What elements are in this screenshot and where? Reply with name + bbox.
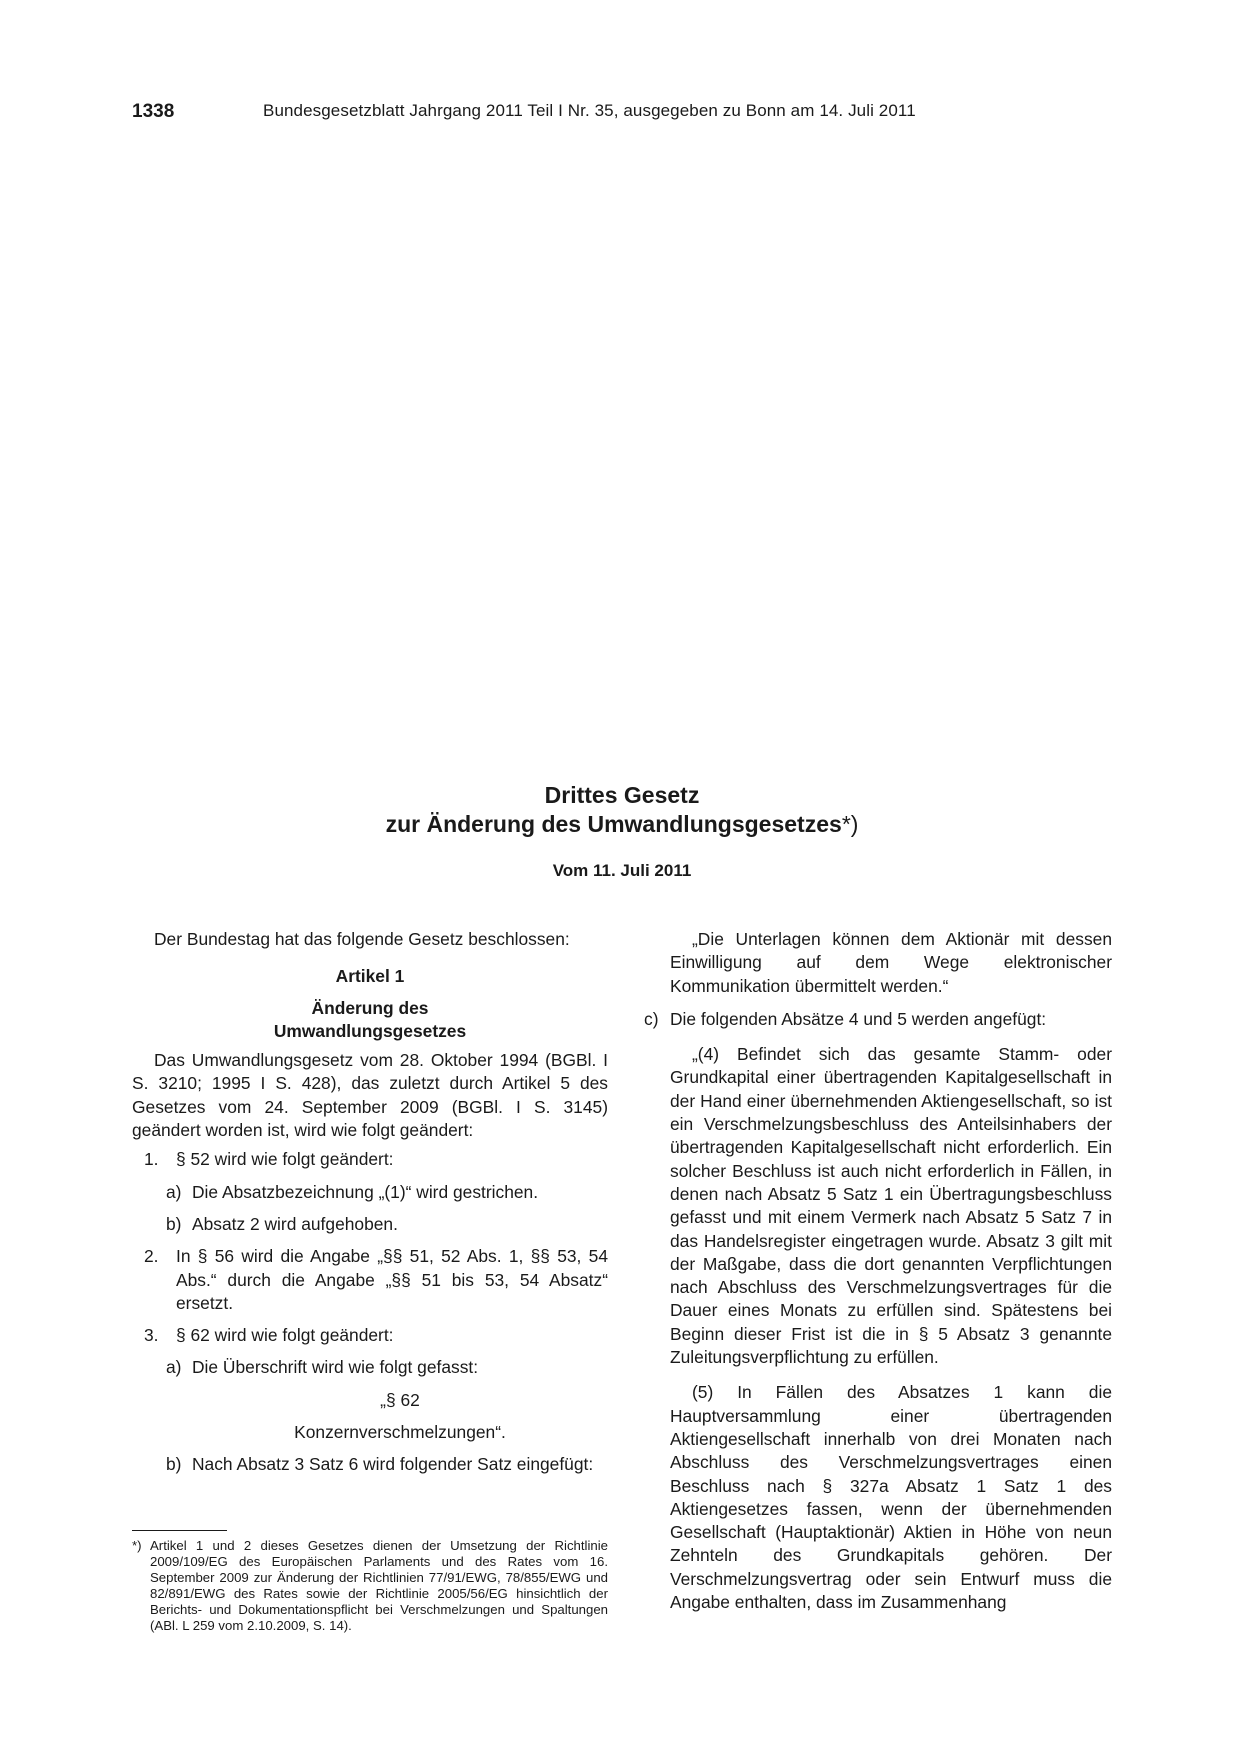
list-item-2-text: In § 56 wird die Angabe „§§ 51, 52 Abs. 1, §§ 53, 54 Abs.“ durch die Angabe „§§ 51 bis 53, 54 Absatz“ ersetzt. [176, 1246, 608, 1313]
running-header: Bundesgesetzblatt Jahrgang 2011 Teil I Nr. 35, ausgegeben zu Bonn am 14. Juli 2011 [263, 101, 916, 120]
paragraph-5: (5) In Fällen des Absatzes 1 kann die Hauptversammlung einer übertragenden Aktiengesellschaft innerhalb von drei Monaten nach Abschluss des Verschmelzungsvertrages einen Beschluss nach § 327a Absatz 1 Satz 1 des Aktiengesetzes fassen, wenn der übernehmenden Gesellschaft (Hauptaktionär) Aktien in Höhe von neun Zehnteln des Grundkapitals gehören. Der Verschmelzungsvertrag oder sein Entwurf muss die Angabe enthalten, dass im Zusammenhang [670, 1382, 1112, 1613]
footnote-marker: *) [132, 1538, 142, 1553]
list-item-3c-text: Die folgenden Absätze 4 und 5 werden angefügt: [670, 1008, 1047, 1029]
list-item-1a-letter: a) [166, 1181, 182, 1202]
article-subheading-2: Umwandlungsgesetzes [273, 1020, 467, 1041]
title-line-2-text: zur Änderung des Umwandlungsgesetzes [385, 811, 842, 837]
law-title [132, 781, 1112, 839]
paragraph-4: „(4) Befindet sich das gesamte Stamm- oder Grundkapital einer übertragenden Kapitalgesellschaft in der Hand einer übernehmenden Aktiengesellschaft, so ist ein Verschmelzungsbeschluss des Anteilsinhabers der übertragenden Kapitalgesellschaft nicht erforderlich. Ein solcher Beschluss ist auch nicht erforderlich in Fällen, in denen nach Absatz 5 Satz 1 ein Übertragungsbeschluss gefasst und mit einem Vermerk nach Absatz 5 Satz 7 in das Handelsregister eingetragen wurde. Absatz 3 gilt mit der Maßgabe, dass die dort genannten Verpflichtungen nach Abschluss des Verschmelzungsvertrages für die Dauer eines Monats zu erfüllen sind. Spätestens bei Beginn dieser Frist ist die in § 5 Absatz 3 genannte Zuleitungsverpflichtung zu erfüllen. [670, 1044, 1112, 1368]
footnote-divider [132, 1530, 227, 1531]
page-number: 1338 [132, 101, 175, 122]
quoted-heading-number: „§ 62 [380, 1389, 420, 1410]
list-item-3a-text: Die Überschrift wird wie folgt gefasst: [192, 1357, 479, 1378]
law-date: Vom 11. Juli 2011 [552, 861, 692, 880]
list-item-1b-text: Absatz 2 wird aufgehoben. [192, 1213, 398, 1234]
list-item-3-number: 3. [144, 1325, 159, 1346]
list-item-3a [132, 1356, 608, 1379]
footnote-text: Artikel 1 und 2 dieses Gesetzes dienen der Umsetzung der Richtlinie 2009/109/EG des Europäischen Parlaments und des Rates vom 16. September 2009 zur Änderung der Richtlinien 77/91/EWG, 78/855/EWG und 82/891/EWG des Rates sowie der Richtlinie 2005/56/EG hinsichtlich der Berichts- und Dokumentationspflicht bei Verschmelzungen und Spaltungen (ABl. L 259 vom 2.10.2009, S. 14). [150, 1538, 608, 1633]
list-item-3b [132, 1453, 608, 1476]
quoted-heading-title: Konzernverschmelzungen“. [294, 1422, 506, 1443]
intro-paragraph: Der Bundestag hat das folgende Gesetz beschlossen: [154, 929, 570, 949]
article-heading: Artikel 1 [335, 966, 405, 987]
list-item-3 [132, 1324, 608, 1347]
list-item-3-text: § 62 wird wie folgt geändert: [176, 1325, 394, 1346]
page-header [132, 101, 1112, 127]
list-item-3c [644, 1008, 1112, 1031]
list-item-1a [132, 1181, 608, 1204]
list-item-1-text: § 52 wird wie folgt geändert: [176, 1149, 394, 1170]
title-line-2 [132, 810, 1112, 839]
inserted-sentence-quote: „Die Unterlagen können dem Aktionär mit dessen Einwilligung auf dem Wege elektronischer Kommunikation übermittelt werden.“ [670, 929, 1112, 996]
list-item-3c-letter: c) [644, 1008, 659, 1029]
list-item-2-number: 2. [144, 1246, 159, 1267]
list-item-1b-letter: b) [166, 1213, 182, 1234]
article-paragraph: Das Umwandlungsgesetz vom 28. Oktober 1994 (BGBl. I S. 3210; 1995 I S. 428), das zuletzt durch Artikel 5 des Gesetzes vom 24. September 2009 (BGBl. I S. 3145) geändert worden ist, wird wie folgt geändert: [132, 1050, 608, 1141]
title-footnote-marker: *) [841, 811, 859, 837]
list-item-1-number: 1. [144, 1149, 159, 1170]
list-item-1a-text: Die Absatzbezeichnung „(1)“ wird gestrichen. [192, 1181, 539, 1202]
right-column [644, 928, 1112, 1614]
title-line-1: Drittes Gesetz [544, 782, 700, 808]
list-item-3a-letter: a) [166, 1357, 182, 1378]
list-item-2 [132, 1245, 608, 1315]
left-column [132, 928, 608, 1477]
list-item-3b-letter: b) [166, 1454, 182, 1475]
footnote [132, 1538, 608, 1634]
list-item-3b-text: Nach Absatz 3 Satz 6 wird folgender Satz eingefügt: [192, 1454, 594, 1475]
list-item-1b [132, 1213, 608, 1236]
list-item-1 [132, 1148, 608, 1171]
article-subheading-1: Änderung des [311, 997, 429, 1018]
